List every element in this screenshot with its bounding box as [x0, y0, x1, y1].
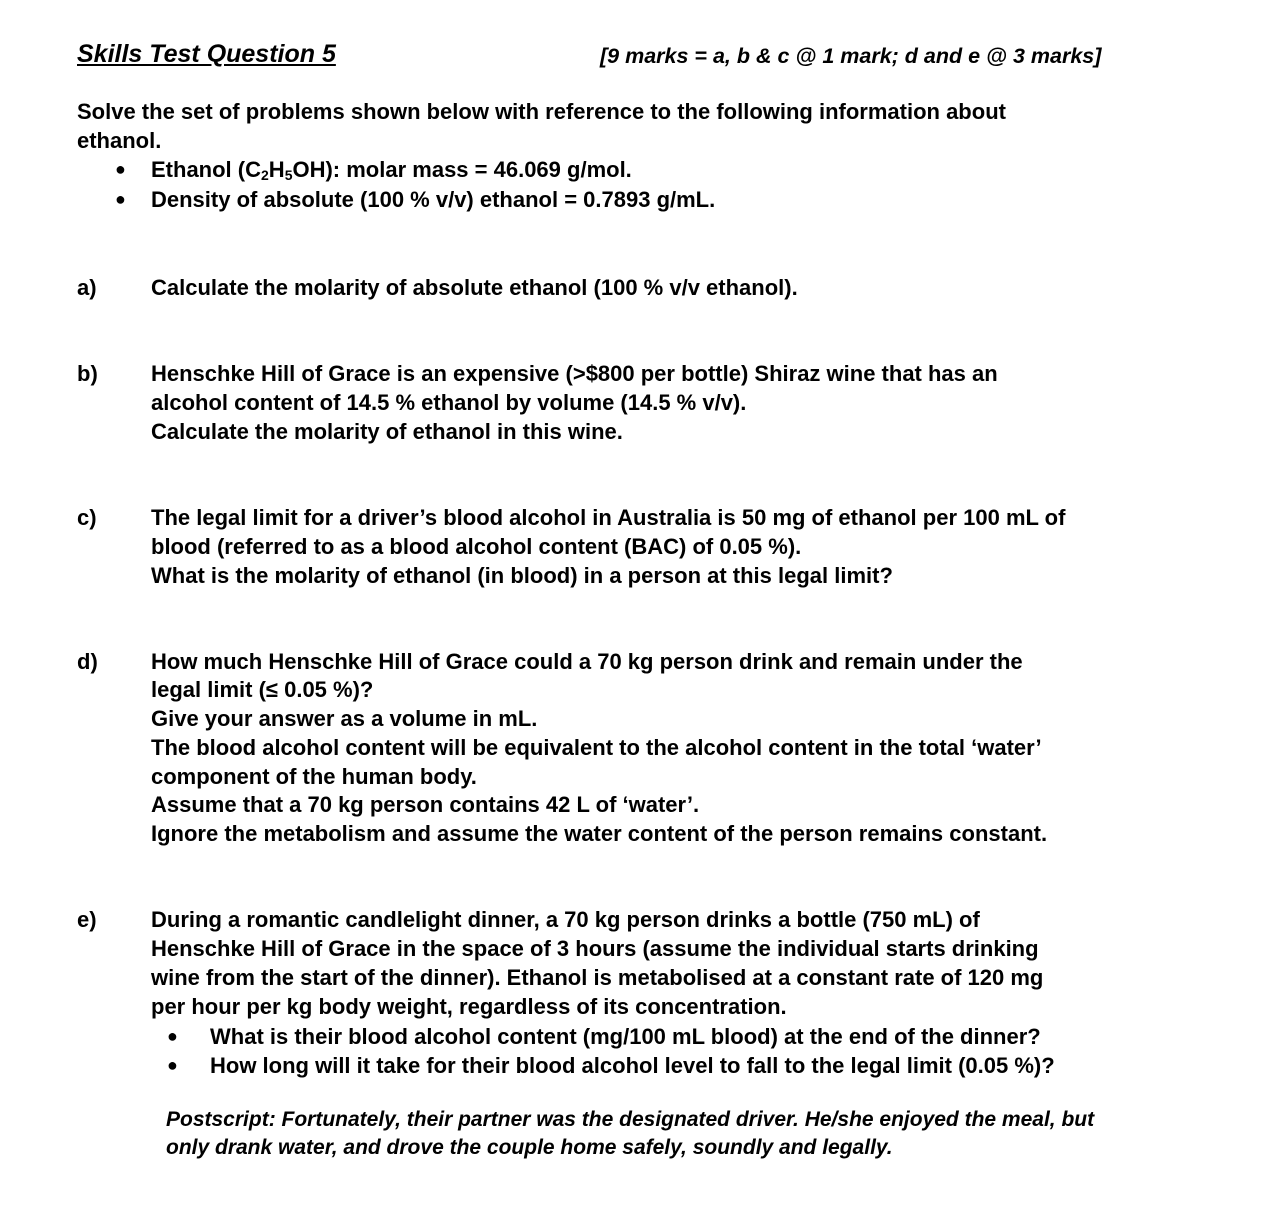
intro-line: Solve the set of problems shown below with reference to the following information about [77, 99, 1006, 124]
question-d-line: component of the human body. [151, 764, 477, 789]
question-c-line: blood (referred to as a blood alcohol content (BAC) of 0.05 %). [151, 534, 802, 559]
question-d-line: Give your answer as a volume in mL. [151, 706, 538, 731]
text: OH): molar mass = 46.069 g/mol. [292, 157, 632, 182]
question-e-bullet: How long will it take for their blood alcohol level to fall to the legal limit (0.05 %)? [210, 1053, 1055, 1078]
question-e-line: wine from the start of the dinner). Ethanol is metabolised at a constant rate of 120 mg [151, 965, 1044, 990]
text: Ethanol (C [151, 157, 261, 182]
intro-line: ethanol. [77, 128, 162, 153]
question-c-line: What is the molarity of ethanol (in blood) in a person at this legal limit? [151, 563, 893, 588]
page-title: Skills Test Question 5 [77, 40, 336, 68]
question-label-e: e) [77, 907, 97, 932]
bullet-icon: ● [115, 189, 126, 209]
question-d-line: Ignore the metabolism and assume the water content of the person remains constant. [151, 821, 1048, 846]
question-a-line: Calculate the molarity of absolute ethanol (100 % v/v ethanol). [151, 275, 798, 300]
question-label-c: c) [77, 505, 97, 530]
question-b-line: Calculate the molarity of ethanol in this wine. [151, 419, 623, 444]
marks-allocation: [9 marks = a, b & c @ 1 mark; d and e @ 3 marks] [600, 44, 1102, 68]
question-e-line: During a romantic candlelight dinner, a 70 kg person drinks a bottle (750 mL) of [151, 907, 980, 932]
info-molar-mass [151, 155, 632, 184]
question-d-line: legal limit (≤ 0.05 %)? [151, 677, 374, 702]
postscript-line: only drank water, and drove the couple home safely, soundly and legally. [166, 1136, 893, 1159]
subscript: 5 [284, 167, 293, 183]
bullet-icon: ● [167, 1026, 178, 1046]
question-label-a: a) [77, 275, 97, 300]
subscript: 2 [261, 167, 269, 183]
question-label-d: d) [77, 649, 98, 674]
text: H [268, 157, 285, 182]
question-d-line: How much Henschke Hill of Grace could a 70 kg person drink and remain under the [151, 649, 1023, 674]
postscript-line: Postscript: Fortunately, their partner was the designated driver. He/she enjoyed the meal, but [166, 1108, 1095, 1131]
question-c-line: The legal limit for a driver’s blood alcohol in Australia is 50 mg of ethanol per 100 mL of [151, 505, 1066, 530]
question-e-line: Henschke Hill of Grace in the space of 3 hours (assume the individual starts drinking [151, 936, 1039, 961]
question-b-line: Henschke Hill of Grace is an expensive (>$800 per bottle) Shiraz wine that has an [151, 361, 998, 386]
bullet-icon: ● [115, 159, 126, 179]
question-d-line: Assume that a 70 kg person contains 42 L of ‘water’. [151, 792, 700, 817]
info-density: Density of absolute (100 % v/v) ethanol = 0.7893 g/mL. [151, 187, 716, 212]
question-e-bullet: What is their blood alcohol content (mg/100 mL blood) at the end of the dinner? [210, 1024, 1041, 1049]
question-d-line: The blood alcohol content will be equivalent to the alcohol content in the total ‘water’ [151, 735, 1042, 760]
bullet-icon: ● [167, 1055, 178, 1075]
question-b-line: alcohol content of 14.5 % ethanol by volume (14.5 % v/v). [151, 390, 747, 415]
question-e-line: per hour per kg body weight, regardless of its concentration. [151, 994, 787, 1019]
question-label-b: b) [77, 361, 98, 386]
